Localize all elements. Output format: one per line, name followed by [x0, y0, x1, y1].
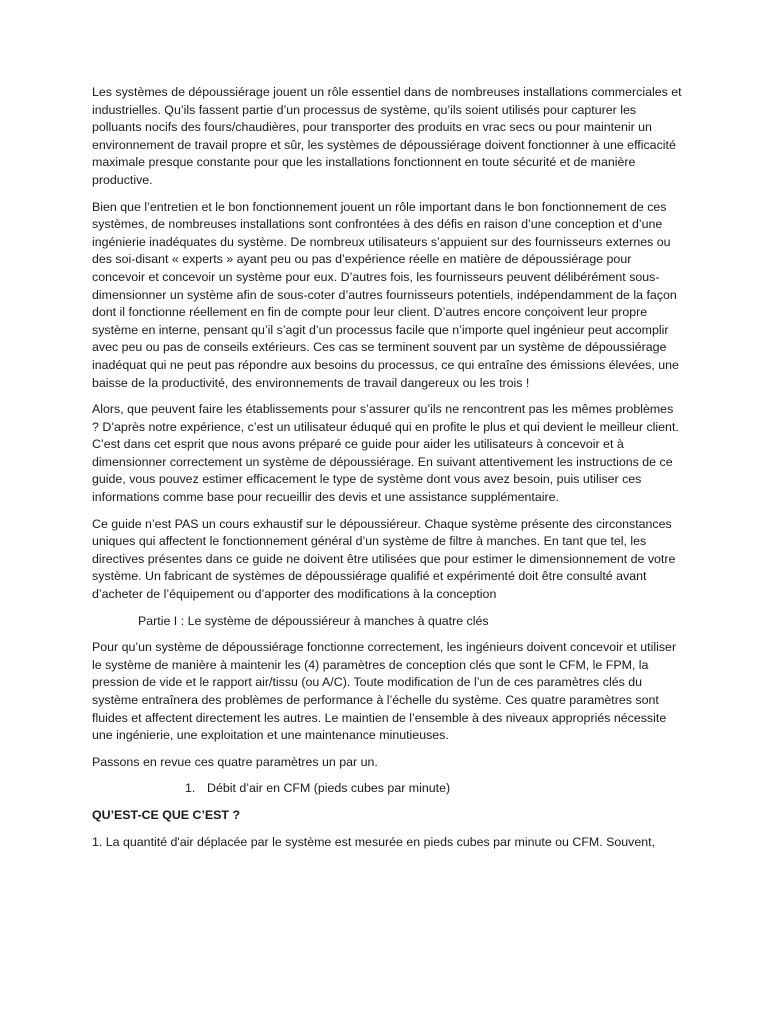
review-line: Passons en revue ces quatre paramètres un par un.	[92, 754, 378, 769]
final-line: 1. La quantité d'air déplacée par le système est mesurée en pieds cubes par minute ou CFM. Souvent,	[92, 834, 656, 849]
question-heading: QU’EST-CE QUE C’EST ?	[92, 807, 241, 822]
section-heading: Partie I : Le système de dépoussiéreur à manches à quatre clés	[138, 613, 489, 628]
document-page	[92, 84, 682, 860]
challenges-paragraph: Bien que l’entretien et le bon fonctionnement jouent un rôle important dans le bon fonctionnement de ces systèmes, de nombreuses installations sont confrontées à des défis en raison d’une conception et d’une ingénierie inadéquates du système. De nombreux utilisateurs s’appuient sur des fournisseurs externes ou des soi-disant « experts » ayant peu ou pas d’expérience réelle en matière de dépoussiérage pour concevoir et concevoir un système pour eux. D’autres fois, les fournisseurs peuvent délibérément sous-dimensionner un système afin de sous-coter d’autres fournisseurs potentiels, indépendamment de la façon dont il fonctionne réellement en fin de compte pour leur client. D’autres encore conçoivent leur propre système en interne, pensant qu’il s’agit d’un processus facile que n’importe quel ingénieur peut accomplir avec peu ou pas de conseils extérieurs. Ces cas se terminent souvent par un système de dépoussiérage inadéquat qui ne peut pas répondre aux besoins du processus, ce qui entraîne des émissions élevées, une baisse de la productivité, des environnements de travail dangereux ou les trois !	[92, 199, 679, 390]
guide-purpose-paragraph: Alors, que peuvent faire les établissements pour s’assurer qu’ils ne rencontrent pas les mêmes problèmes ? D’après notre expérience, c’est un utilisateur éduqué qui en profite le plus et qui devient le meilleur client. C’est dans cet esprit que nous avons préparé ce guide pour aider les utilisateurs à concevoir et à dimensionner correctement un système de dépoussiérage. En suivant attentivement les instructions de ce guide, vous pouvez estimer efficacement le type de système dont vous avez besoin, puis utiliser ces informations comme base pour recueillir des devis et une assistance supplémentaire.	[92, 402, 679, 505]
intro-paragraph: Les systèmes de dépoussiérage jouent un rôle essentiel dans de nombreuses installations commerciales et industrielles. Qu’ils fassent partie d’un processus de système, qu’ils soient utilisés pour capturer les polluants nocifs des fours/chaudières, pour transporter des produits en vrac secs ou pour maintenir un environnement de travail propre et sûr, les systèmes de dépoussiérage doivent fonctionner à une efficacité maximale presque constante pour que les installations fonctionnent en toute sécurité et de manière productive.	[92, 85, 682, 187]
parameters-paragraph: Pour qu’un système de dépoussiérage fonctionne correctement, les ingénieurs doivent concevoir et utiliser le système de manière à maintenir les (4) paramètres de conception clés que sont le CFM, le FPM, la pression de vide et le rapport air/tissu (ou A/C). Toute modification de l’un de ces paramètres clés du système entraînera des problèmes de performance à l’échelle du système. Ces quatre paramètres sont fluides et affectent directement les autres. Le maintien de l’ensemble à des niveaux appropriés nécessite une ingénierie, une exploitation et une maintenance minutieuses.	[92, 640, 677, 743]
disclaimer-paragraph: Ce guide n’est PAS un cours exhaustif sur le dépoussiéreur. Chaque système présente des circonstances uniques qui affectent le fonctionnement général d’un système de filtre à manches. En tant que tel, les directives présentes dans ce guide ne doivent être utilisées que pour estimer le dimensionnement de votre système. Un fabricant de systèmes de dépoussiérage qualifié et expérimenté doit être consulté avant d’acheter de l’équipement ou d’apporter des modifications à la conception	[92, 516, 676, 602]
list-item-text: Débit d’air en CFM (pieds cubes par minute)	[207, 781, 451, 796]
list-item-number: 1.	[185, 781, 196, 796]
list-item	[92, 780, 682, 798]
